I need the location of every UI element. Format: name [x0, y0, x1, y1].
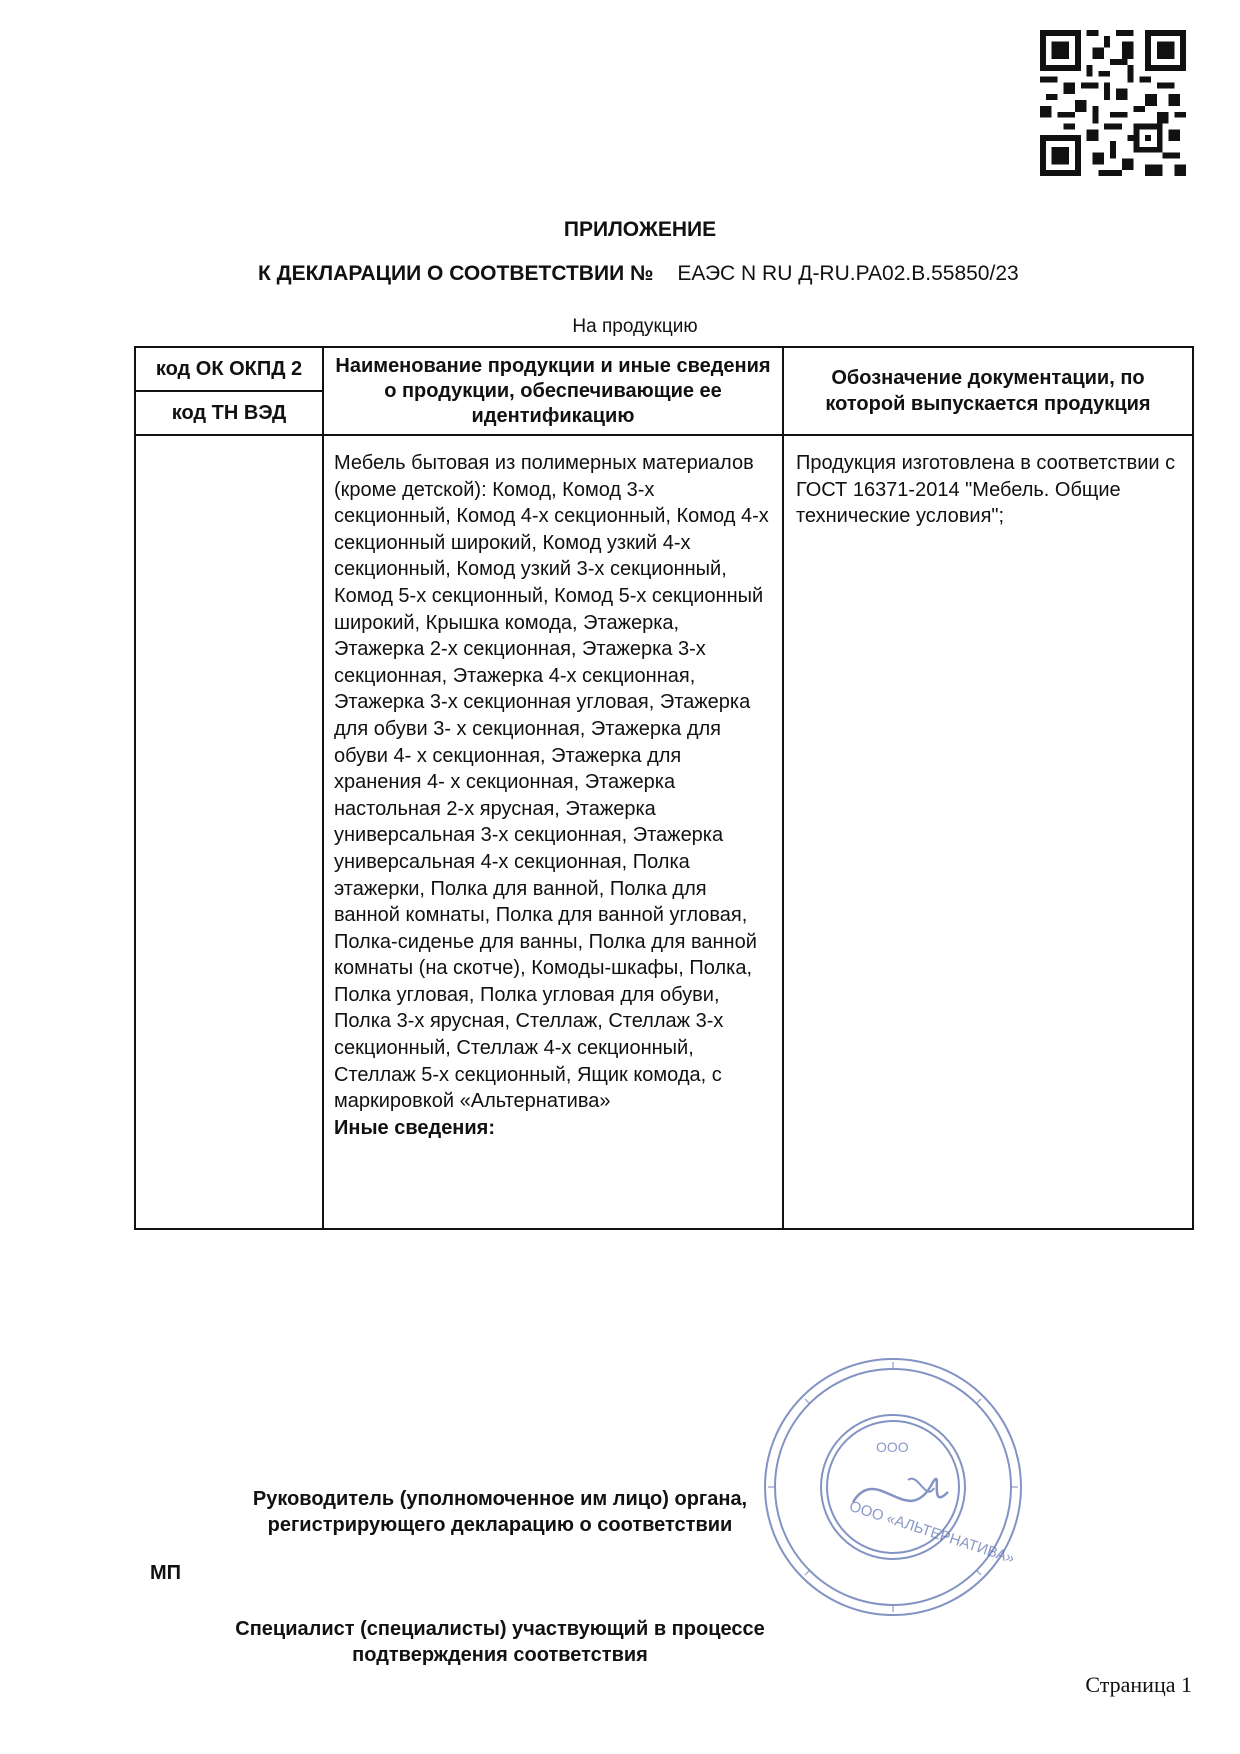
- code-cell: [135, 435, 323, 1229]
- seal-place-label: МП: [150, 1562, 182, 1584]
- document-title: ПРИЛОЖЕНИЕ: [563, 218, 717, 241]
- declaration-number: ЕАЭС N RU Д-RU.PA02.B.55850/23: [677, 262, 1019, 285]
- header-product-name: Наименование продукции и иные сведения о продукции, обеспечивающие ее идентификацию: [323, 347, 783, 435]
- specialist-signature-label: Специалист (специалисты) участвующий в процессе подтверждения соответствия: [235, 1618, 765, 1666]
- header-okpd: код ОК ОКПД 2: [135, 347, 323, 391]
- header-documentation: Обозначение документации, по которой выпускается продукция: [783, 347, 1193, 435]
- product-caption: На продукцию: [572, 316, 698, 337]
- header-tnved: код ТН ВЭД: [135, 391, 323, 435]
- declaration-table: [134, 346, 1194, 1230]
- documentation-cell: Продукция изготовлена в соответствии с ГОСТ 16371-2014 "Мебель. Общие технические условия";: [783, 435, 1193, 1229]
- page-number: Страница 1: [1085, 1672, 1192, 1697]
- declaration-subtitle: [258, 262, 1019, 286]
- svg-text:ООО: ООО: [876, 1439, 909, 1455]
- product-cell: [323, 435, 783, 1229]
- table-row: [135, 435, 1193, 1229]
- head-signature-label: Руководитель (уполномоченное им лицо) органа, регистрирующего декларацию о соответствии: [252, 1488, 748, 1536]
- product-description: Мебель бытовая из полимерных материалов (кроме детской): Комод, Комод 3-х секционный, Комод 4-х секционный, Комод 4-х секционный широкий, Комод узкий 4-х секционный, Комод узкий 3-х секционный, Комод 5-х секционный, Комод 5-х секционный широкий, Крышка комода, Этажерка, Этажерка 2-х секционная, Этажерка 3-х секционная, Этажерка 4-х секционная, Этажерка 3-х секционная угловая, Этажерка для обуви 3- х секционная, Этажерка для обуви 4- х секционная, Этажерка для хранения 4- х секционная, Этажерка настольная 2-х ярусная, Этажерка универсальная 3-х секционная, Этажерка универсальная 4-х секционная, Полка этажерки, Полка для ванной, Полка для ванной комнаты, Полка для ванной угловая, Полка-сиденье для ванны, Полка для ванной комнаты (на скотче), Комоды-шкафы, Полка, Полка угловая, Полка угловая для обуви, Полка 3-х ярусная, Стеллаж, Стеллаж 3-х секционный, Стеллаж 4-х секционный, Стеллаж 5-х секционный, Ящик комода, с маркировкой «Альтернатива»: [334, 452, 769, 1113]
- stamp-text: ООО «АЛЬТЕРНАТИВА»: [847, 1497, 1017, 1568]
- other-info-label: Иные сведения:: [334, 1116, 496, 1139]
- declaration-label: К ДЕКЛАРАЦИИ О СООТВЕТСТВИИ №: [258, 262, 654, 285]
- organization-stamp: [758, 1352, 1028, 1622]
- qr-code: [1040, 30, 1186, 176]
